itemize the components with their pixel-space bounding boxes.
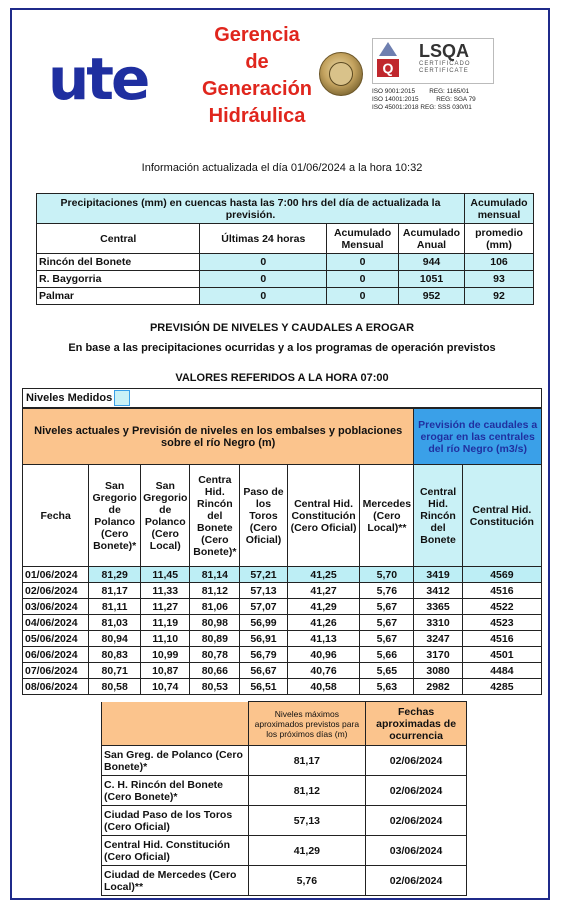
cell-value: 41,27 bbox=[287, 583, 360, 599]
cell-date: 03/06/2024 bbox=[366, 836, 467, 866]
niveles-title: Niveles actuales y Previsión de niveles en los embalses y poblaciones sobre el río Negro (m) bbox=[23, 409, 414, 465]
cell-value: 11,33 bbox=[141, 583, 190, 599]
col-header: Mercedes (Cero Local)** bbox=[360, 465, 414, 567]
cell-date: 01/06/2024 bbox=[23, 567, 89, 583]
cell-level: 81,12 bbox=[248, 776, 366, 806]
lsqa-certificate-text: CERTIFICADO CERTIFICATE bbox=[419, 61, 471, 74]
cell-date: 04/06/2024 bbox=[23, 615, 89, 631]
cell-value: 5,65 bbox=[360, 663, 414, 679]
cell-value: 10,87 bbox=[141, 663, 190, 679]
cell-date: 07/06/2024 bbox=[23, 663, 89, 679]
maximos-table bbox=[101, 701, 467, 896]
cell-central: Rincón del Bonete bbox=[37, 254, 200, 271]
title-line: Hidráulica bbox=[208, 105, 306, 127]
table-row bbox=[23, 567, 542, 583]
cell-value: 4522 bbox=[462, 599, 541, 615]
caudales-title: Previsión de caudales a erogar en las centrales del río Negro (m3/s) bbox=[414, 409, 542, 465]
cell-date: 08/06/2024 bbox=[23, 679, 89, 695]
cell-value: 80,98 bbox=[190, 615, 240, 631]
cell-central: Palmar bbox=[37, 288, 200, 305]
cell-value: 81,29 bbox=[89, 567, 141, 583]
cell-level: 5,76 bbox=[248, 866, 366, 896]
title-line: Generación bbox=[201, 78, 313, 100]
cell-value: 4516 bbox=[462, 583, 541, 599]
cell-value: 2982 bbox=[414, 679, 462, 695]
cell-level: 81,17 bbox=[248, 746, 366, 776]
cell-date: 02/06/2024 bbox=[23, 583, 89, 599]
cell-value: 4484 bbox=[462, 663, 541, 679]
cell-value: 3419 bbox=[414, 567, 462, 583]
cell-value: 92 bbox=[465, 288, 534, 305]
table-row bbox=[102, 866, 467, 896]
legend-swatch-icon bbox=[114, 390, 130, 406]
cell-value: 3365 bbox=[414, 599, 462, 615]
table-row bbox=[23, 663, 542, 679]
cell-value: 80,94 bbox=[89, 631, 141, 647]
cell-value: 40,58 bbox=[287, 679, 360, 695]
maximos-level-header: Niveles máximos aproximados previstos para los próximos días (m) bbox=[248, 702, 366, 746]
cell-value: 81,14 bbox=[190, 567, 240, 583]
maximos-date-header: Fechas aproximadas de ocurrencia bbox=[366, 702, 467, 746]
cell-value: 41,13 bbox=[287, 631, 360, 647]
cell-value: 80,83 bbox=[89, 647, 141, 663]
table-row bbox=[102, 776, 467, 806]
cell-place: San Greg. de Polanco (Cero Bonete)* bbox=[102, 746, 249, 776]
table-row bbox=[23, 631, 542, 647]
triangle-icon bbox=[379, 42, 397, 56]
col-header: Acumulado Anual bbox=[399, 224, 465, 254]
col-header: San Gregorio de Polanco (Cero Local) bbox=[141, 465, 190, 567]
cell-value: 106 bbox=[465, 254, 534, 271]
cell-value: 0 bbox=[200, 271, 327, 288]
cell-value: 5,70 bbox=[360, 567, 414, 583]
cell-value: 57,21 bbox=[240, 567, 287, 583]
cell-date: 02/06/2024 bbox=[366, 776, 467, 806]
cell-value: 944 bbox=[399, 254, 465, 271]
cell-value: 56,51 bbox=[240, 679, 287, 695]
cell-place: Central Hid. Constitución (Cero Oficial) bbox=[102, 836, 249, 866]
cell-central: R. Baygorria bbox=[37, 271, 200, 288]
precip-acum-title: Acumulado mensual bbox=[465, 194, 534, 224]
cell-value: 10,99 bbox=[141, 647, 190, 663]
ute-logo: ute bbox=[48, 45, 148, 113]
col-header: promedio (mm) bbox=[465, 224, 534, 254]
cell-value: 5,67 bbox=[360, 615, 414, 631]
cell-value: 80,78 bbox=[190, 647, 240, 663]
lsqa-certificate-logo bbox=[372, 38, 494, 84]
table-row bbox=[23, 583, 542, 599]
niveles-medidos-label: Niveles Medidos bbox=[26, 392, 113, 404]
valores-title: VALORES REFERIDOS A LA HORA 07:00 bbox=[175, 372, 389, 384]
cell-value: 80,71 bbox=[89, 663, 141, 679]
table-row bbox=[37, 271, 534, 288]
table-row bbox=[23, 615, 542, 631]
cell-value: 41,26 bbox=[287, 615, 360, 631]
cell-date: 02/06/2024 bbox=[366, 806, 467, 836]
cell-value: 57,13 bbox=[240, 583, 287, 599]
cell-value: 11,27 bbox=[141, 599, 190, 615]
col-header: Central bbox=[37, 224, 200, 254]
title-line: de bbox=[245, 51, 269, 73]
cell-value: 4501 bbox=[462, 647, 541, 663]
table-row bbox=[23, 679, 542, 695]
col-header: Central Hid. Constitución bbox=[462, 465, 541, 567]
cell-date: 02/06/2024 bbox=[366, 866, 467, 896]
cell-value: 5,76 bbox=[360, 583, 414, 599]
cell-date: 03/06/2024 bbox=[23, 599, 89, 615]
q-mark-icon: Q bbox=[377, 59, 399, 77]
table-row bbox=[102, 806, 467, 836]
iso-certifications: ISO 9001:2015 REG: 1165/01 ISO 14001:2015 REG: SGA 79 ISO 45001:2018 REG: SSS 030/01 bbox=[372, 88, 476, 111]
cell-value: 5,63 bbox=[360, 679, 414, 695]
col-header: Últimas 24 horas bbox=[200, 224, 327, 254]
cell-value: 81,17 bbox=[89, 583, 141, 599]
cell-value: 952 bbox=[399, 288, 465, 305]
niveles-table bbox=[22, 408, 542, 695]
col-header: Acumulado Mensual bbox=[327, 224, 399, 254]
cell-value: 56,79 bbox=[240, 647, 287, 663]
update-info: Información actualizada el día 01/06/2024 a la hora 10:32 bbox=[141, 162, 423, 174]
cell-value: 4285 bbox=[462, 679, 541, 695]
cell-value: 11,10 bbox=[141, 631, 190, 647]
cell-value: 40,96 bbox=[287, 647, 360, 663]
seal-icon bbox=[319, 52, 363, 96]
cell-value: 81,06 bbox=[190, 599, 240, 615]
cell-value: 3170 bbox=[414, 647, 462, 663]
cell-value: 81,11 bbox=[89, 599, 141, 615]
cell-value: 4569 bbox=[462, 567, 541, 583]
prevision-title: PREVISIÓN DE NIVELES Y CAUDALES A EROGAR bbox=[149, 322, 415, 334]
cell-value: 0 bbox=[327, 254, 399, 271]
cell-value: 0 bbox=[327, 288, 399, 305]
col-header: Fecha bbox=[23, 465, 89, 567]
maximos-empty-header bbox=[102, 702, 249, 746]
cell-value: 3247 bbox=[414, 631, 462, 647]
cell-value: 41,25 bbox=[287, 567, 360, 583]
cell-level: 41,29 bbox=[248, 836, 366, 866]
col-header: Central Hid. Rincón del Bonete bbox=[414, 465, 462, 567]
cell-value: 5,67 bbox=[360, 631, 414, 647]
cell-value: 81,12 bbox=[190, 583, 240, 599]
cell-value: 5,67 bbox=[360, 599, 414, 615]
cell-value: 81,03 bbox=[89, 615, 141, 631]
cell-place: Ciudad Paso de los Toros (Cero Oficial) bbox=[102, 806, 249, 836]
lsqa-name: LSQA bbox=[419, 41, 470, 61]
cell-value: 56,91 bbox=[240, 631, 287, 647]
cell-value: 41,29 bbox=[287, 599, 360, 615]
cell-date: 05/06/2024 bbox=[23, 631, 89, 647]
cell-value: 93 bbox=[465, 271, 534, 288]
cell-value: 40,76 bbox=[287, 663, 360, 679]
cell-value: 0 bbox=[200, 288, 327, 305]
cell-value: 80,66 bbox=[190, 663, 240, 679]
cell-value: 56,99 bbox=[240, 615, 287, 631]
cell-place: C. H. Rincón del Bonete (Cero Bonete)* bbox=[102, 776, 249, 806]
col-header: Paso de los Toros (Cero Oficial) bbox=[240, 465, 287, 567]
cell-value: 1051 bbox=[399, 271, 465, 288]
cell-level: 57,13 bbox=[248, 806, 366, 836]
prevision-subtitle: En base a las precipitaciones ocurridas y a los programas de operación previstos bbox=[68, 342, 496, 354]
cell-date: 02/06/2024 bbox=[366, 746, 467, 776]
precipitation-table bbox=[36, 193, 534, 305]
cell-value: 57,07 bbox=[240, 599, 287, 615]
table-row bbox=[37, 254, 534, 271]
page-title bbox=[196, 22, 318, 130]
table-row bbox=[23, 647, 542, 663]
cell-value: 80,58 bbox=[89, 679, 141, 695]
col-header: Centra Hid. Rincón del Bonete (Cero Bonete)* bbox=[190, 465, 240, 567]
cell-value: 3412 bbox=[414, 583, 462, 599]
title-line: Gerencia bbox=[214, 24, 300, 46]
cell-value: 4523 bbox=[462, 615, 541, 631]
cell-place: Ciudad de Mercedes (Cero Local)** bbox=[102, 866, 249, 896]
cell-date: 06/06/2024 bbox=[23, 647, 89, 663]
cell-value: 80,53 bbox=[190, 679, 240, 695]
table-row bbox=[37, 288, 534, 305]
col-header: Central Hid. Constitución (Cero Oficial) bbox=[287, 465, 360, 567]
niveles-medidos-legend bbox=[22, 388, 542, 408]
cell-value: 0 bbox=[200, 254, 327, 271]
cell-value: 0 bbox=[327, 271, 399, 288]
table-row bbox=[23, 599, 542, 615]
cell-value: 3310 bbox=[414, 615, 462, 631]
cell-value: 3080 bbox=[414, 663, 462, 679]
cell-value: 4516 bbox=[462, 631, 541, 647]
table-row bbox=[102, 836, 467, 866]
precip-title: Precipitaciones (mm) en cuencas hasta las 7:00 hrs del día de actualizada la previsión. bbox=[37, 194, 465, 224]
cell-value: 56,67 bbox=[240, 663, 287, 679]
cell-value: 80,89 bbox=[190, 631, 240, 647]
cell-value: 11,19 bbox=[141, 615, 190, 631]
cell-value: 5,66 bbox=[360, 647, 414, 663]
cell-value: 10,74 bbox=[141, 679, 190, 695]
cell-value: 11,45 bbox=[141, 567, 190, 583]
table-row bbox=[102, 746, 467, 776]
col-header: San Gregorio de Polanco (Cero Bonete)* bbox=[89, 465, 141, 567]
